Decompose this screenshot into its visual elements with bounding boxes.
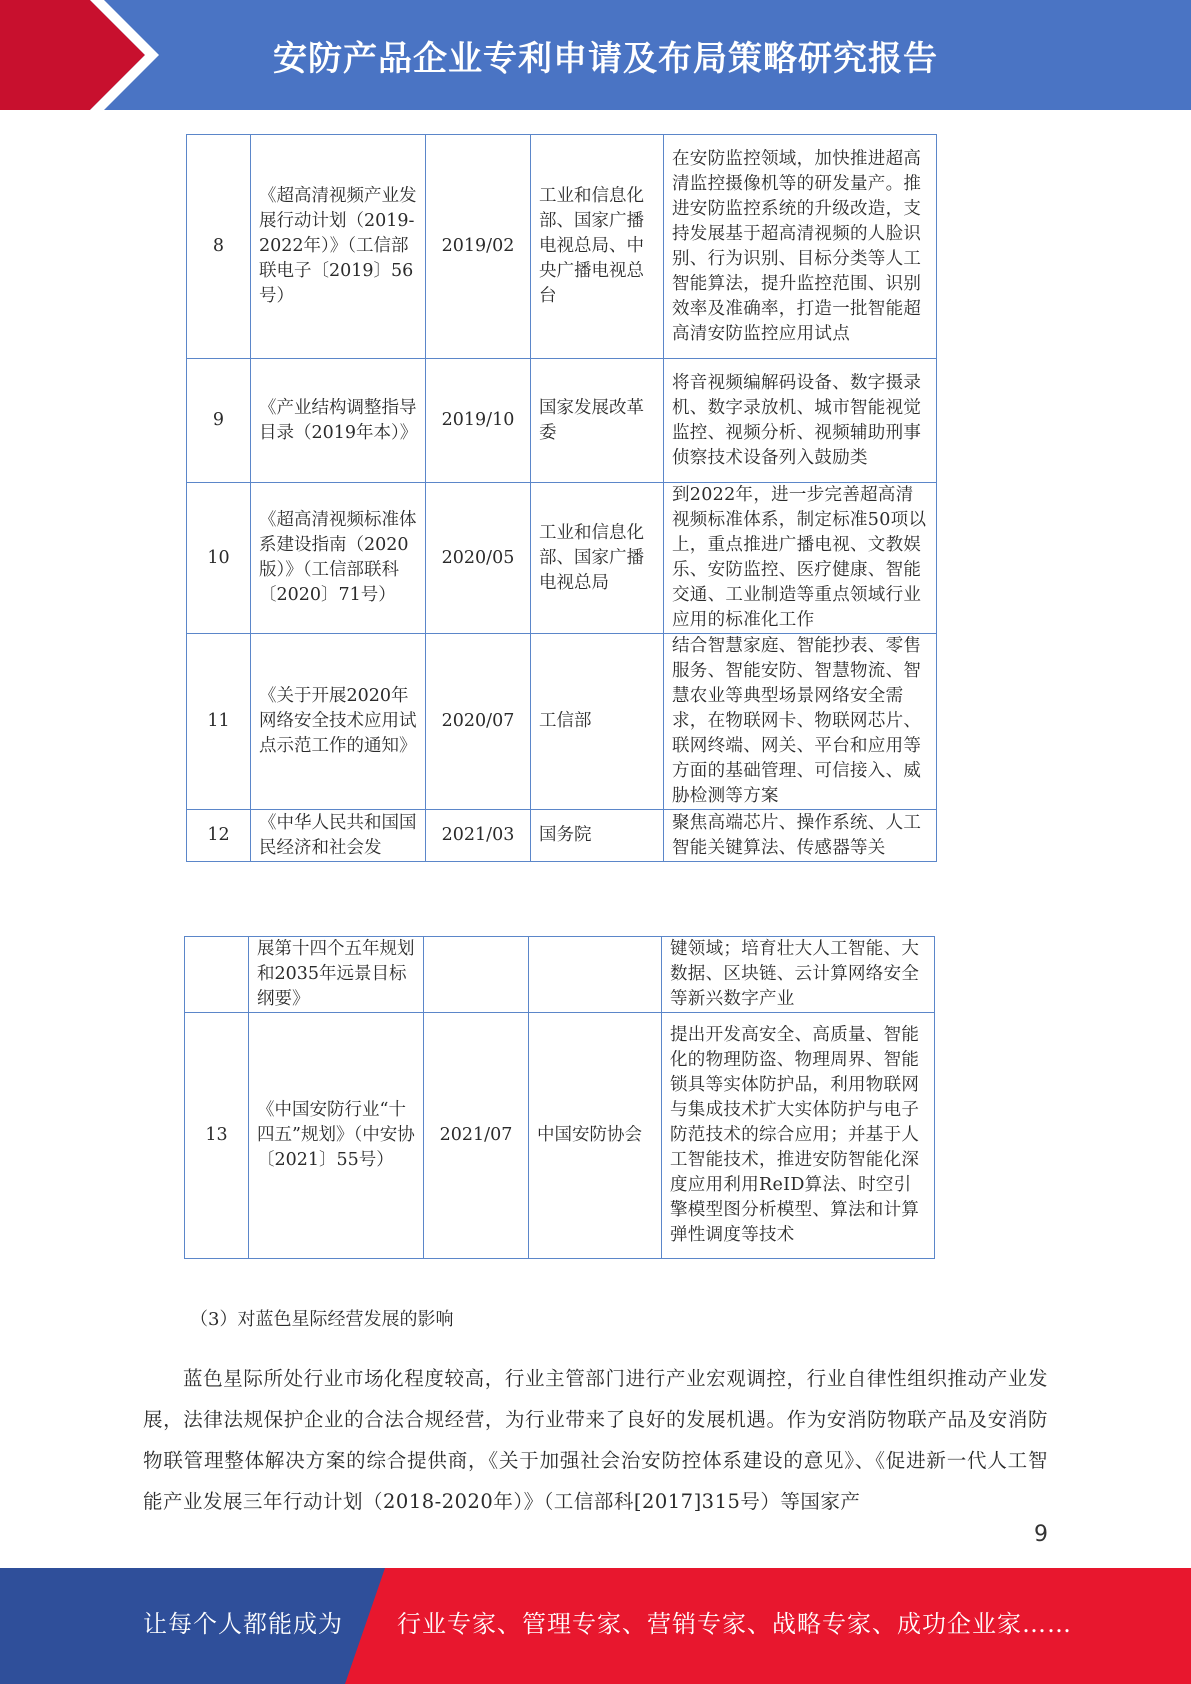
- issue-date: 2020/07: [426, 634, 531, 810]
- page-footer: [0, 1568, 1191, 1684]
- issuing-authority: 工业和信息化部、国家广播电视总局、中央广播电视总台: [531, 135, 664, 359]
- issuing-authority: 国家发展改革委: [531, 359, 664, 483]
- table-row-12-continued: [185, 937, 935, 1013]
- footer-slogan-right: 行业专家、管理专家、营销专家、战略专家、成功企业家……: [397, 1610, 1072, 1638]
- issue-date: 2021/07: [424, 1013, 529, 1259]
- issue-date: 2020/05: [426, 483, 531, 634]
- row-number: 12: [187, 810, 251, 862]
- policy-content: 将音视频编解码设备、数字摄录机、数字录放机、城市智能视觉监控、视频分析、视频辅助刑事侦察技术设备列入鼓励类: [664, 359, 937, 483]
- issue-date-empty: [424, 937, 529, 1013]
- section-heading: （3）对蓝色星际经营发展的影响: [190, 1309, 454, 1330]
- policy-name: 《关于开展2020年网络安全技术应用试点示范工作的通知》: [251, 634, 426, 810]
- row-number: 9: [187, 359, 251, 483]
- policy-content: 结合智慧家庭、智能抄表、零售服务、智能安防、智慧物流、智慧农业等典型场景网络安全需求，在物联网卡、物联网芯片、联网终端、网关、平台和应用等方面的基础管理、可信接入、威胁检测等方案: [664, 634, 937, 810]
- table-row: [187, 483, 937, 634]
- row-number: 13: [185, 1013, 249, 1259]
- page-header: [0, 0, 1191, 110]
- body-paragraph: 蓝色星际所处行业市场化程度较高，行业主管部门进行产业宏观调控，行业自律性组织推动产业发展，法律法规保护企业的合法合规经营，为行业带来了良好的发展机遇。作为安消防物联产品及安消防物联管理整体解决方案的综合提供商，《关于加强社会治安防控体系建设的意见》、《促进新一代人工智能产业发展三年行动计划（2018-2020年）》（工信部科[2017]315号）等国家产: [143, 1367, 1048, 1513]
- issuing-authority: 国务院: [531, 810, 664, 862]
- policy-content: 在安防监控领域，加快推进超高清监控摄像机等的研发量产。推进安防监控系统的升级改造，支持发展基于超高清视频的人脸识别、行为识别、目标分类等人工智能算法，提升监控范围、识别效率及准确率，打造一批智能超高清安防监控应用试点: [664, 135, 937, 359]
- issuing-authority: 工信部: [531, 634, 664, 810]
- page-number: 9: [1034, 1522, 1048, 1547]
- policy-table: [186, 134, 937, 862]
- row-number: 11: [187, 634, 251, 810]
- policy-content: 提出开发高安全、高质量、智能化的物理防盗、物理周界、智能锁具等实体防护品，利用物联网与集成技术扩大实体防护与电子防范技术的综合应用；并基于人工智能技术，推进安防智能化深度应用利用ReID算法、时空引擎模型图分析模型、算法和计算弹性调度等技术: [662, 1013, 935, 1259]
- table-row: [185, 1013, 935, 1259]
- policy-name: 《中华人民共和国国民经济和社会发: [251, 810, 426, 862]
- policy-name: 《中国安防行业“十四五”规划》（中安协〔2021〕55号）: [249, 1013, 424, 1259]
- table-row: [187, 135, 937, 359]
- policy-name: 《超高清视频标准体系建设指南（2020版）》（工信部联科〔2020〕71号）: [251, 483, 426, 634]
- policy-content: 到2022年，进一步完善超高清视频标准体系，制定标准50项以上，重点推进广播电视、文教娱乐、安防监控、医疗健康、智能交通、工业制造等重点领域行业应用的标准化工作: [664, 483, 937, 634]
- policy-name: 《产业结构调整指导目录（2019年本）》: [251, 359, 426, 483]
- policy-name: 展第十四个五年规划和2035年远景目标纲要》: [249, 937, 424, 1013]
- issue-date: 2019/10: [426, 359, 531, 483]
- report-title: 安防产品企业专利申请及布局策略研究报告: [273, 38, 938, 79]
- issue-date: 2019/02: [426, 135, 531, 359]
- issuing-authority-empty: [529, 937, 662, 1013]
- footer-slogan-left: 让每个人都能成为: [143, 1610, 343, 1638]
- policy-name: 《超高清视频产业发展行动计划（2019-2022年）》（工信部联电子〔2019〕56号）: [251, 135, 426, 359]
- row-number-empty: [185, 937, 249, 1013]
- table-row-12-start: [187, 810, 937, 862]
- table-row: [187, 359, 937, 483]
- policy-table-continued: [184, 936, 935, 1259]
- policy-content: 聚焦高端芯片、操作系统、人工智能关键算法、传感器等关: [664, 810, 937, 862]
- policy-content: 键领域；培育壮大人工智能、大数据、区块链、云计算网络安全等新兴数字产业: [662, 937, 935, 1013]
- row-number: 10: [187, 483, 251, 634]
- issuing-authority: 工业和信息化部、国家广播电视总局: [531, 483, 664, 634]
- row-number: 8: [187, 135, 251, 359]
- table-row: [187, 634, 937, 810]
- issuing-authority: 中国安防协会: [529, 1013, 662, 1259]
- issue-date: 2021/03: [426, 810, 531, 862]
